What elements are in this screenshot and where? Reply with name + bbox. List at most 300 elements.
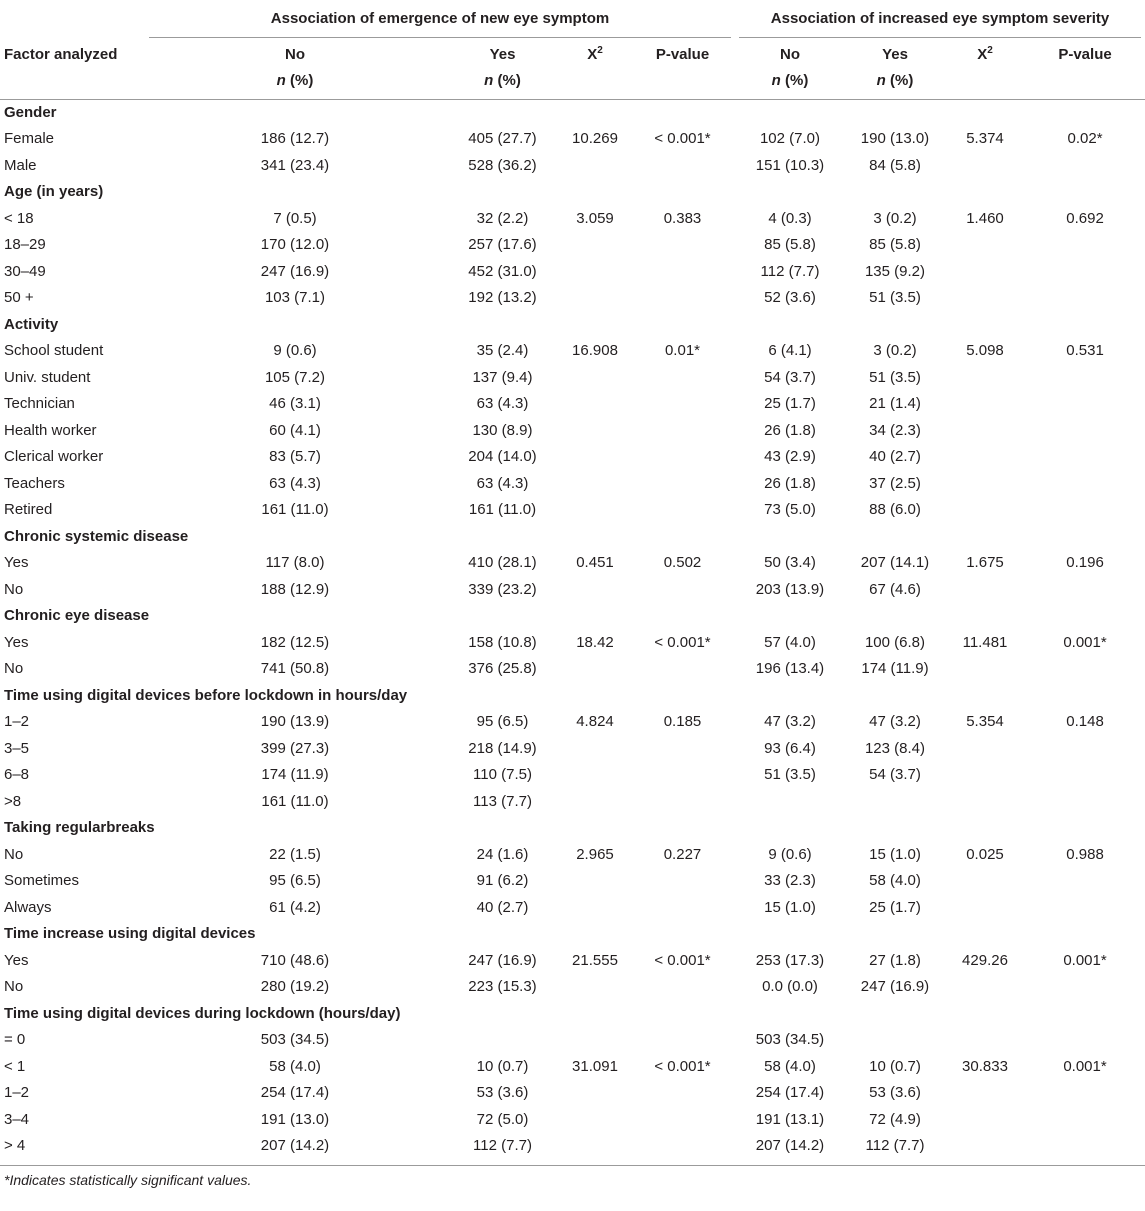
table-cell: 72 (5.0) [476,1110,529,1128]
table-cell: 51 (3.5) [764,766,816,783]
row-label: School student [4,342,104,359]
table-row [0,338,1145,365]
table-cell [630,974,735,1001]
g2-yes-unit: n (%) [845,68,945,99]
table-cell [945,1027,1025,1054]
section-header-row [0,1001,1145,1028]
table-row [0,736,1145,763]
table-row [0,444,1145,471]
table-cell: < 0.001* [654,130,711,147]
section-title: Activity [4,315,59,333]
table-cell: 123 (8.4) [864,739,926,757]
table-cell: 257 (17.6) [468,236,537,253]
column-header-row [0,42,1145,69]
table-cell: 170 (12.0) [260,236,330,253]
table-cell [1025,153,1145,180]
table-cell: 112 (7.7) [845,1133,945,1165]
row-label: Yes [4,554,29,571]
row-label: 3–4 [4,1110,30,1128]
table-cell [735,789,845,816]
table-cell [560,895,630,922]
table-cell [945,391,1025,418]
table-cell [1025,762,1145,789]
section-header-row [0,99,1145,126]
table-cell: 5.354 [966,713,1004,730]
table-cell: 26 (1.8) [764,474,816,492]
table-row [0,497,1145,524]
table-row [0,868,1145,895]
table-cell: 95 (6.5) [476,713,529,730]
data-table [0,4,1145,1166]
table-cell [1025,471,1145,498]
table-cell [560,736,630,763]
table-cell [1025,418,1145,445]
row-label: Female [4,130,55,147]
table-cell: 161 (11.0) [261,501,329,518]
table-row [0,709,1145,736]
table-cell: 247 (16.9) [260,262,330,280]
table-cell: < 0.001* [654,1057,711,1075]
table-cell: 21.555 [572,951,618,969]
table-cell: 52 (3.6) [764,289,816,306]
table-cell: 43 (2.9) [764,448,816,465]
table-cell [1025,391,1145,418]
row-label: 1–2 [4,713,30,730]
table-cell: 37 (2.5) [869,474,921,492]
table-cell: 58 (4.0) [269,1057,321,1075]
section-title: Time using digital devices before lockdown in hours/day [4,686,408,704]
table-cell [560,1080,630,1107]
table-cell [560,259,630,286]
section-header-row [0,815,1145,842]
table-cell: 207 (14.1) [860,554,930,571]
table-row [0,974,1145,1001]
table-cell: 0.531 [1066,342,1104,359]
table-cell [630,1133,735,1165]
row-label: > 4 [0,1133,145,1165]
table-cell: 174 (11.9) [261,766,329,783]
table-cell: 112 (7.7) [445,1133,560,1165]
table-cell: 161 (11.0) [468,501,537,518]
footnote: *Indicates statistically significant values. [4,1171,252,1188]
table-cell [845,789,945,816]
table-cell: 161 (11.0) [261,792,329,810]
table-cell [945,365,1025,392]
table-cell [630,656,735,683]
table-row [0,206,1145,233]
table-cell: 2.965 [576,845,614,863]
table-cell: 35 (2.4) [476,342,529,359]
table-row [0,153,1145,180]
table-cell: 53 (3.6) [476,1084,529,1101]
table-cell: 32 (2.2) [476,209,529,227]
table-cell: 341 (23.4) [260,156,330,174]
section-header-row [0,683,1145,710]
table-cell: 9 (0.6) [273,342,317,359]
table-row [0,630,1145,657]
group1-header: Association of emergence of new eye symptom [145,4,735,42]
table-cell: 4 (0.3) [768,209,812,227]
table-cell [560,153,630,180]
table-cell: 60 (4.1) [269,421,321,439]
table-cell [630,1027,735,1054]
table-cell: 158 (10.8) [468,633,537,651]
row-label: 50 + [4,289,34,306]
row-label: 6–8 [4,766,30,783]
table-row [0,1107,1145,1134]
table-cell: 40 (2.7) [476,898,529,916]
table-cell: 83 (5.7) [269,448,321,465]
table-cell: 91 (6.2) [476,872,529,889]
table-cell: 191 (13.1) [755,1110,825,1128]
section-title: Time increase using digital devices [4,925,256,942]
table-cell [630,391,735,418]
table-cell: 88 (6.0) [869,501,921,518]
table-cell: 190 (13.9) [260,713,330,730]
table-cell [1025,577,1145,604]
table-cell: 137 (9.4) [472,368,533,386]
table-cell [560,1027,630,1054]
table-cell: 3 (0.2) [873,209,917,227]
table-cell: 254 (17.4) [260,1084,330,1101]
table-cell [630,868,735,895]
table-cell: 254 (17.4) [755,1084,825,1101]
g2-chi-header: $X^2$ [977,44,993,63]
table-row [0,259,1145,286]
table-cell: 15 (1.0) [764,898,816,916]
table-cell: 25 (1.7) [764,395,816,412]
table-cell: 93 (6.4) [764,739,816,757]
table-cell: 50 (3.4) [764,554,816,571]
table-cell: 112 (7.7) [760,262,820,280]
table-cell [630,789,735,816]
table-cell: 528 (36.2) [468,156,537,174]
table-cell [1025,974,1145,1001]
row-label: >8 [4,792,22,810]
g2-p-header: P-value [1058,45,1112,63]
table-cell [630,736,735,763]
row-label: No [4,978,24,995]
table-cell: 0.227 [663,845,702,863]
table-cell: 16.908 [572,342,618,359]
table-cell [1025,285,1145,312]
table-cell [945,1133,1025,1165]
table-cell: 503 (34.5) [755,1031,825,1048]
table-cell [560,1107,630,1134]
row-label: Yes [4,633,29,651]
table-cell [560,391,630,418]
table-cell [630,497,735,524]
table-cell: 110 (7.5) [473,766,532,783]
table-cell: 0.185 [663,713,702,730]
row-label: 30–49 [4,262,46,280]
table-cell: 280 (19.2) [260,978,330,995]
table-cell [630,471,735,498]
table-cell: 3.059 [576,209,614,227]
table-cell [1025,1107,1145,1134]
table-cell: 0.502 [663,554,702,571]
g2-no-unit: n (%) [735,68,845,99]
table-row [0,762,1145,789]
table-cell [630,259,735,286]
table-row [0,789,1145,816]
table-cell: 57 (4.0) [764,633,816,651]
table-cell: 63 (4.3) [269,474,321,492]
section-title: Chronic eye disease [4,607,150,624]
table-cell: 84 (5.8) [869,156,921,174]
table-cell: 18.42 [576,633,614,651]
table-cell: 741 (50.8) [260,660,330,677]
unit-header-row [0,68,1145,99]
table-cell: 188 (12.9) [260,580,330,598]
table-cell [630,1107,735,1134]
row-label: Health worker [4,421,97,439]
table-cell [945,232,1025,259]
table-cell: 399 (27.3) [260,739,330,757]
table-cell [1025,365,1145,392]
section-header-row [0,524,1145,551]
row-label: Sometimes [4,872,80,889]
section-header-row [0,312,1145,339]
table-cell: 0.988 [1066,845,1104,863]
table-cell [945,1107,1025,1134]
table-row [0,895,1145,922]
table-cell: 130 (8.9) [472,421,533,439]
table-cell: < 0.001* [654,951,711,969]
table-cell: 207 (14.2) [145,1133,445,1165]
table-cell: 61 (4.2) [269,898,321,916]
table-cell [630,232,735,259]
table-cell: 191 (13.0) [260,1110,330,1128]
table-cell [945,285,1025,312]
table-cell [945,1080,1025,1107]
table-cell: 0.692 [1066,209,1104,227]
table-cell [560,418,630,445]
table-cell: 1.460 [966,209,1004,227]
table-cell [1025,497,1145,524]
table-cell [560,762,630,789]
table-cell: 46 (3.1) [269,395,321,412]
table-cell [630,577,735,604]
table-cell [630,285,735,312]
row-label: No [4,845,24,863]
factor-header: Factor analyzed [4,45,118,63]
group-header-row [0,4,1145,42]
table-cell [945,762,1025,789]
row-label: 3–5 [4,739,30,757]
table-cell: 22 (1.5) [269,845,321,863]
table-cell: 204 (14.0) [468,448,537,465]
table-row [0,365,1145,392]
table-cell: 0.383 [663,209,702,227]
table-cell: 376 (25.8) [468,660,537,677]
table-cell: 174 (11.9) [861,660,929,677]
table-cell [945,789,1025,816]
table-cell: 15 (1.0) [869,845,921,863]
table-row [0,1133,1145,1165]
table-cell: 53 (3.6) [869,1084,921,1101]
row-label: = 0 [4,1031,26,1048]
table-cell: 192 (13.2) [468,289,537,306]
table-cell [630,762,735,789]
table-cell: 117 (8.0) [265,554,325,571]
table-cell [945,577,1025,604]
table-cell: 10 (0.7) [869,1057,921,1075]
table-cell: 11.481 [962,633,1008,651]
table-cell: 710 (48.6) [260,951,330,969]
table-cell: 100 (6.8) [864,633,926,651]
table-cell: 54 (3.7) [764,368,816,386]
table-cell: < 0.001* [654,633,711,651]
g1-yes-header: Yes [489,45,516,63]
table-cell [560,656,630,683]
table-cell: 0.01* [664,342,701,359]
section-title: Gender [4,103,57,121]
table-cell: 247 (16.9) [860,978,930,995]
table-row [0,842,1145,869]
table-cell [1025,259,1145,286]
table-cell: 85 (5.8) [869,236,921,253]
table-cell [1025,1080,1145,1107]
table-cell: 54 (3.7) [869,766,921,783]
table-cell [945,895,1025,922]
table-cell [560,232,630,259]
section-title: Time using digital devices during lockdown (hours/day) [4,1004,401,1022]
table-cell [1025,789,1145,816]
table-cell: 51 (3.5) [869,368,921,386]
table-cell: 58 (4.0) [764,1057,816,1075]
table-cell: 10 (0.7) [476,1057,529,1075]
table-cell: 410 (28.1) [468,554,537,571]
table-cell [560,471,630,498]
table-row [0,418,1145,445]
table-cell: 247 (16.9) [468,951,537,969]
table-row [0,550,1145,577]
g1-p-header: P-value [655,45,710,63]
table-cell: 85 (5.8) [764,236,816,253]
section-title: Age (in years) [4,183,104,200]
table-cell [560,577,630,604]
table-cell: 186 (12.7) [260,130,330,147]
table-cell: 63 (4.3) [476,474,529,492]
table-cell: 0.001* [1063,633,1107,651]
table-cell: 105 (7.2) [264,368,326,386]
table-cell: 0.02* [1067,130,1103,147]
table-cell: 73 (5.0) [764,501,816,518]
table-cell [630,1080,735,1107]
table-cell: 25 (1.7) [869,898,921,916]
section-title: Chronic systemic disease [4,527,189,545]
row-label: 18–29 [4,236,46,253]
row-label: Male [4,156,37,174]
table-cell [845,1027,945,1054]
table-cell [630,418,735,445]
table-cell [945,736,1025,763]
table-cell: 218 (14.9) [468,739,537,757]
table-cell: 40 (2.7) [869,448,921,465]
table-cell: 203 (13.9) [755,580,825,598]
g1-no-header: No [285,45,305,63]
table-cell [1025,656,1145,683]
table-cell [945,153,1025,180]
table-row [0,126,1145,153]
g1-yes-unit: n (%) [445,68,560,99]
table-cell: 5.374 [966,130,1004,147]
table-cell [945,868,1025,895]
table-row [0,656,1145,683]
table-cell: 63 (4.3) [476,395,529,412]
table-cell: 102 (7.0) [759,130,821,147]
table-cell: 253 (17.3) [755,951,825,969]
table-cell: 7 (0.5) [273,209,317,227]
table-cell: 34 (2.3) [869,421,921,439]
table-cell [560,789,630,816]
g2-yes-header: Yes [882,45,908,63]
table-cell: 9 (0.6) [768,845,812,863]
table-cell: 3 (0.2) [873,342,917,359]
table-cell [1025,232,1145,259]
table-row [0,577,1145,604]
table-cell: 31.091 [572,1057,618,1075]
table-cell [1025,895,1145,922]
table-cell [1025,868,1145,895]
table-cell [1025,444,1145,471]
table-cell: 503 (34.5) [260,1031,330,1048]
table-cell: 103 (7.1) [264,289,326,306]
table-cell: 51 (3.5) [869,289,921,306]
table-cell: 182 (12.5) [260,633,330,651]
table-cell: 113 (7.7) [473,792,532,810]
table-cell: 4.824 [576,713,614,730]
table-cell [560,365,630,392]
row-label: < 18 [4,209,34,227]
table-row [0,471,1145,498]
table-cell: 24 (1.6) [476,845,529,863]
table-cell: 95 (6.5) [269,872,321,889]
table-cell: 1.675 [966,554,1004,571]
table-row [0,1080,1145,1107]
table-cell: 0.148 [1066,713,1104,730]
table-cell: 0.001* [1063,1057,1107,1075]
table-row [0,1027,1145,1054]
table-cell [445,1027,560,1054]
table-cell: 207 (14.2) [735,1133,845,1165]
table-cell: 151 (10.3) [755,156,825,174]
table-cell [945,418,1025,445]
row-label: Always [4,898,52,916]
section-header-row [0,921,1145,948]
table-cell: 6 (4.1) [768,342,812,359]
table-row [0,285,1145,312]
table-cell [945,974,1025,1001]
table-cell [945,444,1025,471]
table-cell: 21 (1.4) [869,395,921,412]
table-cell [945,471,1025,498]
table-row [0,948,1145,975]
row-label: Teachers [4,474,65,492]
table-cell: 0.196 [1066,554,1104,571]
group2-header: Association of increased eye symptom severity [735,4,1145,42]
table-cell: 452 (31.0) [468,262,537,280]
table-cell [1025,1027,1145,1054]
row-label: < 1 [4,1057,26,1075]
section-title: Taking regularbreaks [4,819,155,836]
table-row [0,391,1145,418]
row-label: Clerical worker [4,448,104,465]
table-cell [630,365,735,392]
table-cell: 0.025 [966,845,1004,863]
section-header-row [0,603,1145,630]
